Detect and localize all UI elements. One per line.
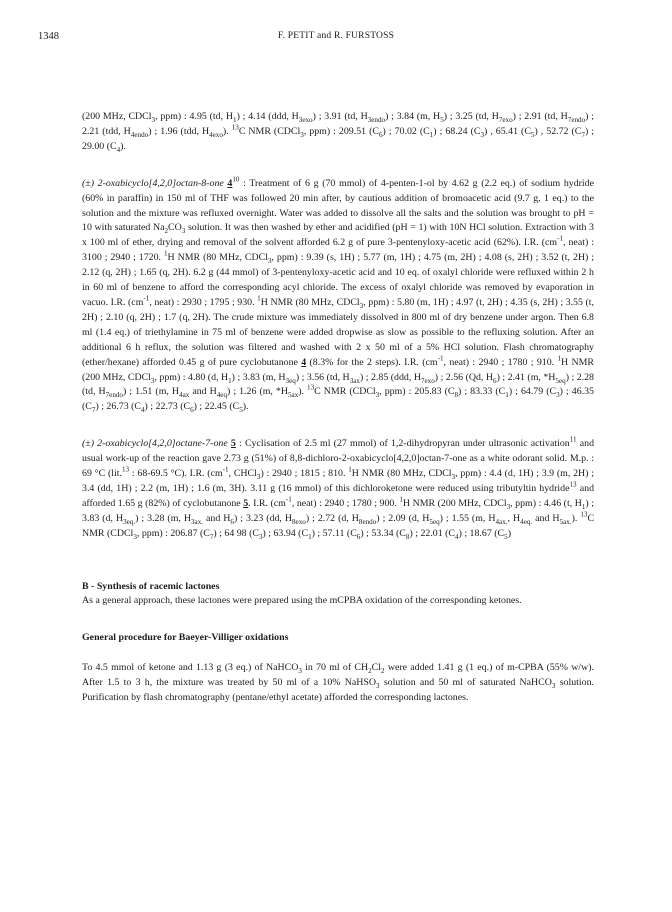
compound-4-number: 4 xyxy=(227,177,233,189)
compound-5-number: 5 xyxy=(230,438,236,450)
general-procedure-paragraph: To 4.5 mmol of ketone and 1.13 g (3 eq.) of NaHCO$_3$ in 70 ml of $CH_2Cl_2$ were added 1.41 g (1 eq.) of m-CPBA (55% w/w). After 1.5 to 3 h, the mixture was treated by 50 ml of a 10% NaHSO$_3$ solution and 50 ml of saturated NaHCO$_3$ solution. Purification by flash chromatography (pentane/ethyl acetate) afforded the corresponding lactones. xyxy=(82,662,595,704)
page-header xyxy=(38,31,634,47)
section-b-heading: B - Synthesis of racemic lactones xyxy=(82,580,220,592)
compound-5-paragraph: (±) 2-oxabicyclo[4,2,0]octane-7-one 5 : Cyclisation of 2.5 ml (27 mmol) of 1,2-dihydropyran under ultrasonic activation$^{11}$ and usual work-up of the reaction gave 2.73 g (51%) of 8,8-dichloro-2-oxabicyclo[4,2,0]octan-7-one as a white odorant solid. M.p. : 69 °C (lit.$^{13}$ : 68-69.5 °C). I.R. ($cm^{-1}$, CHCl$_3$) : 2940 ; 1815 ; 810. $^1$H NMR (80 MHz, CDCl$_3$, ppm) : 4.4 (d, 1H) ; 3.9 (m, 2H) ; 3.4 (dd, 1H) ; 2.2 (m, 1H) ; 1.6 (m, 3H). 3.11 g (16 mmol) of this dichloroketone were reduced using tributyltin hydride$^{13}$ and afforded 1.65 g (82%) of cyclobutanone 5. I.R. ($cm^{-1}$, neat) : 2940 ; 1780 ; 900. $^1$H NMR (200 MHz, CDCl$_3$, ppm) : 4.46 (t, $H_1$) ; 3.83 (d, $H_{3eq.}$) ; 3.28 (m, $H_{3ax.}$ and $H_6$) ; 3.23 (dd, $H_{8exo}$) ; 2.72 (d, $H_{8endo}$) ; 2.09 (d, $H_{5eq}$) ; 1.55 (m, $H_{4ax.}$, $H_{4eq.}$ and $H_{5ax.}$). $^{13}$C NMR (CDCl$_3$, ppm) : 206.87 $(C_7)$ ; 64 98 $(C_3)$ ; 63.94 $(C_1)$ ; 57.11 $(C_6)$ ; 53.34 $(C_8)$ ; 22.01 $(C_4)$ ; 18.67 $(C_5)$ xyxy=(82,435,595,541)
running-head: F. PETIT and R. FURSTOSS xyxy=(277,31,395,41)
compound-4-paragraph: (±) 2-oxabicyclo[4,2,0]octan-8-one $4^{10}$ : Treatment of 6 g (70 mmol) of 4-penten-1-ol by 4.62 g (2.2 eq.) of sodium hydride (60% in paraffin) in 150 ml of THF was followed 20 min after, by cautious addition of bromoacetic acid (9.7 g, 1 eq.) to the solution and the mixture was refluxed overnight. Water was added to dissolve all the salts and the solution was brought to pH = 10 with saturated $Na_2CO_3$ solution. It was then washed by ether and acidified (pH = 1) with 10N HCl solution. Extraction with 3 x 100 ml of ether, drying and removal of the solvent afforded 6.2 g of pure 3-pentenyloxy-acetic acid (62%). I.R. ($cm^{-1}$, neat) : 3100 ; 2940 ; 1720. $^1$H NMR (80 MHz, CDCl$_3$, ppm) : 9.39 (s, 1H) ; 5.77 (m, 1H) ; 4.75 (m, 2H) ; 4.08 (s, 2H) ; 3.52 (t, 2H) ; 2.12 (q, 2H) ; 1.65 (q, 2H). 6.2 g (44 mmol) of 3-pentenyloxy-acetic acid and 10 eq. of oxalyl chloride were refluxed within 2 h in 60 ml of benzene to afford the corresponding acyl chloride. The excess of oxalyl chloride was removed by evaporation in vacuo. I.R. ($cm^{-1}$, neat) : 2930 ; 1795 ; 930. $^1$H NMR (80 MHz, CDCl$_3$, ppm) : 5.80 (m, 1H) ; 4.97 (t, 2H) ; 4.35 (s, 2H) ; 3.55 (t, 2H) ; 2.10 (q, 2H) ; 1.7 (q, 2H). The crude mixture was immediately dissolved in 800 ml of dry benzene under argon. Then 6.8 ml (1.4 eq.) of triethylamine in 75 ml of benzene were added dropwise as slow as possible to the refluxing solution. After an additional 6 h reflux, the solution was filtered and washed with 2 x 50 ml of a 5% HCl solution. Flash chromatography (ether/hexane) afforded 0.45 g of pure cyclobutanone 4 (8.3% for the 2 steps). I.R. ($cm^{-1}$, neat) : 2940 ; 1780 ; 910. $^1$H NMR (200 MHz, CDCl$_3$, ppm) : 4.80 (d, $H_1$) ; 3.83 (m, $H_{3eq}$) ; 3.56 (td, $H_{3ax}$) ; 2.85 (ddd, $H_{7exo}$) ; 2.56 (Qd, $H_6$) ; 2.41 (m, $*H_{5eq}$) ; 2.28 (td, $H_{7endo}$) ; 1.51 (m, $H_{4ax}$ and $H_{4eq}$) ; 1.26 (m, $*H_{5ax}$). $^{13}$C NMR (CDCl$_3$, ppm) : 205.83 $(C_8)$ ; 83.33 $(C_1)$ ; 64.79 $(C_3)$ ; 46.35 $(C_7)$ ; 26.73 $(C_4)$ ; 22.73 $(C_6)$ ; 22.45 $(C_5)$. xyxy=(82,175,595,415)
nmr-data-paragraph: (200 MHz, CDCl$_3$, ppm) : 4.95 (td, $H_1$) ; 4.14 (ddd, $H_{3exo}$) ; 3.91 (td, $H_{3endo}$) ; 3.84 (m, $H_5$) ; 3.25 (td, $H_{7exo}$) ; 2.91 (td, $H_{7endo}$) ; 2.21 (tdd, $H_{4endo}$) ; 1.96 (tdd, $H_{4exo}$). $^{13}$C NMR (CDCl$_3$, ppm) : 209.51 $(C_6)$ ; 70.02 $(C_1)$ ; 68.24 $(C_3)$ , 65.41 $(C_5)$ , 52.72 $(C_7)$ ; 29.00 $(C_4)$. xyxy=(82,111,594,154)
page-number: 1348 xyxy=(38,31,59,42)
compound-5-title: (±) 2-oxabicyclo[4,2,0]octane-7-one xyxy=(82,438,231,450)
compound-4-title: (±) 2-oxabicyclo[4,2,0]octan-8-one xyxy=(82,177,228,189)
general-procedure-heading: General procedure for Baeyer-Villiger oxidations xyxy=(82,632,289,644)
article-body xyxy=(82,110,594,706)
section-b-text: As a general approach, these lactones were prepared using the mCPBA oxidation of the corresponding ketones. xyxy=(82,595,522,607)
